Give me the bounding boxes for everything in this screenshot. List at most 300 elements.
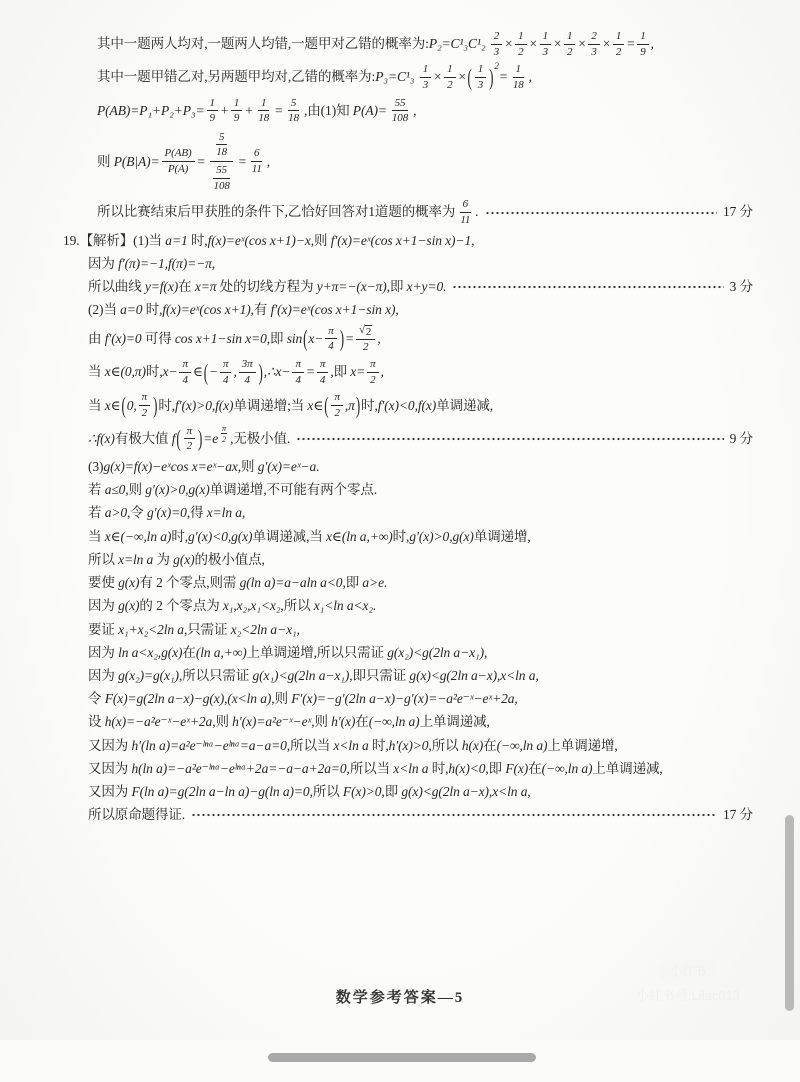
text-run: 又因为 — [88, 784, 132, 800]
math-run: × — [577, 36, 587, 52]
math-run: x<ln a — [393, 760, 429, 776]
text-run: ,即 — [381, 784, 402, 800]
math-run: g′(x)>0,g(x) — [409, 528, 474, 544]
big-paren: ) — [198, 425, 203, 452]
text-run: 时, — [368, 737, 389, 753]
fraction-denominator — [184, 439, 195, 453]
math-run: π — [295, 358, 301, 371]
text-run: ,无极小值. — [230, 430, 291, 446]
math-run: π — [223, 358, 229, 371]
fraction-numerator — [292, 358, 303, 373]
fraction — [211, 164, 233, 192]
fraction-denominator — [515, 45, 526, 59]
text-run: ,得 — [186, 505, 207, 521]
answer-line — [63, 737, 753, 755]
math-run: 2 — [334, 407, 340, 420]
math-run: 1 — [209, 96, 215, 109]
score-label: 17 分 — [723, 204, 753, 220]
math-run: = — [344, 330, 354, 346]
text-run: ,所以 — [309, 784, 343, 800]
answer-line — [63, 621, 753, 639]
fraction-denominator — [255, 111, 272, 125]
fraction-numerator — [475, 63, 486, 78]
math-run: 1 — [640, 30, 646, 42]
big-paren: ) — [489, 63, 494, 91]
math-run: g(x) — [173, 551, 195, 567]
text-run: ,则 — [212, 714, 233, 730]
answer-line — [63, 690, 753, 708]
text-run: 在 — [178, 279, 195, 295]
fraction — [325, 325, 336, 353]
math-run: P(A) — [167, 163, 189, 176]
fraction — [588, 30, 599, 58]
math-run: . — [475, 204, 479, 220]
math-run: (ln a,+∞) — [195, 644, 247, 660]
math-run: P₃=C¹₃ — [375, 69, 418, 85]
math-run: 9 — [233, 112, 240, 125]
fraction — [367, 358, 378, 386]
text-run: 则 — [97, 153, 114, 169]
leader-dots — [296, 437, 723, 441]
math-run: 2 — [591, 30, 597, 42]
text-run: 要使 — [88, 575, 119, 591]
math-run: = — [626, 36, 636, 52]
math-run: F(x)>0 — [342, 784, 382, 800]
math-run: cos x+1−sin x=0 — [174, 330, 267, 346]
text-run: 单调递增;当 — [233, 397, 308, 413]
text-run: 为 — [153, 551, 174, 567]
fraction — [184, 425, 195, 453]
fraction-denominator — [444, 78, 455, 92]
text-run: 单调递增, — [473, 528, 531, 544]
math-run: π — [222, 423, 227, 433]
math-run: 2 — [141, 407, 148, 420]
fraction-denominator — [249, 162, 265, 176]
answer-line — [63, 255, 753, 273]
fraction — [213, 131, 230, 159]
math-run: g(x)<g(2ln a−x),x<ln a, — [409, 668, 539, 684]
math-run: P₂=C¹₃C¹₂ — [428, 36, 489, 52]
text-run: ,则 — [311, 714, 332, 730]
text-run: 由 — [88, 330, 105, 346]
math-run: P(AB) — [164, 147, 192, 160]
math-run: x∈(−∞,ln a) — [104, 528, 172, 544]
math-run: 2 — [518, 45, 524, 58]
math-run: F′(x)=−g′(2ln a−x)−g′(x)=−a²e⁻ˣ−eˣ+2a, — [291, 691, 518, 707]
math-run: a=1 — [165, 232, 188, 248]
fraction — [356, 325, 375, 354]
leader-dots — [452, 285, 723, 289]
fraction — [231, 97, 242, 125]
math-run: , — [413, 102, 417, 118]
leader-dots — [191, 813, 717, 817]
fraction-denominator — [491, 45, 502, 59]
fraction-numerator — [179, 358, 190, 373]
text-run: 在 — [355, 714, 369, 730]
math-run: 0, — [126, 397, 137, 413]
scrollbar-thumb[interactable] — [785, 815, 794, 1011]
math-run: 1 — [567, 30, 573, 42]
answer-line — [63, 63, 753, 91]
math-run: × — [552, 36, 562, 52]
answer-line — [63, 278, 753, 296]
fraction-numerator — [513, 63, 524, 78]
fraction — [515, 30, 526, 58]
math-run: × — [504, 36, 514, 52]
leader-dots — [485, 211, 717, 215]
math-run: x∈ — [104, 397, 121, 413]
math-run: 2 — [186, 440, 192, 453]
fraction-numerator — [356, 325, 375, 340]
fraction-numerator — [460, 198, 471, 213]
answer-line — [63, 97, 753, 125]
fraction — [208, 130, 236, 194]
text-run: 因为 — [88, 598, 119, 614]
fraction — [220, 358, 231, 386]
math-run: 2 — [447, 78, 453, 91]
answer-line — [63, 358, 753, 386]
text-run: 单调递增,不可能有两个零点. — [209, 482, 378, 498]
fraction-denominator — [540, 45, 551, 59]
math-run: π — [328, 324, 334, 337]
math-run: × — [457, 69, 467, 85]
text-run: 由(1)知 — [307, 102, 353, 118]
math-run: π — [370, 358, 376, 371]
text-run: 时, — [361, 397, 378, 413]
answer-line — [63, 425, 753, 453]
math-run: g′(x)=eˣ−a. — [257, 459, 320, 475]
text-run: 又因为 — [88, 737, 132, 753]
math-run: h′(x) — [331, 714, 356, 730]
big-paren: ) — [355, 392, 361, 419]
answer-line — [63, 301, 753, 319]
math-run: 1 — [542, 30, 548, 42]
fraction-denominator — [241, 373, 252, 387]
fraction — [475, 63, 486, 91]
fraction-denominator — [285, 111, 302, 125]
text-run: ,即 — [386, 279, 407, 295]
math-run: x+y=0. — [406, 279, 447, 295]
math-run: 1 — [518, 30, 524, 42]
text-run: 的极小值点, — [194, 551, 265, 567]
text-run: 所以原命题得证. — [88, 807, 186, 823]
math-run: − — [209, 364, 219, 380]
text-run: ,即 — [266, 330, 287, 346]
fraction-denominator — [211, 179, 233, 193]
text-run: 有 2 个零点,则需 — [139, 575, 240, 591]
math-run: f′(x)<0,f(x) — [377, 397, 437, 413]
fraction-numerator — [162, 147, 195, 162]
fraction — [239, 358, 256, 386]
answer-line — [63, 806, 753, 824]
text-run: 当 — [88, 364, 105, 380]
fraction-denominator — [564, 45, 575, 59]
math-run: (−∞,ln a) — [541, 760, 593, 776]
math-run: π — [319, 358, 326, 371]
math-run: = — [196, 153, 206, 169]
text-run: 上单调递减, — [592, 760, 663, 776]
fraction — [179, 358, 190, 386]
fraction — [162, 147, 195, 175]
fraction — [491, 30, 502, 58]
math-run: sin — [286, 330, 303, 346]
superscript — [218, 424, 230, 444]
fraction — [255, 97, 272, 125]
fraction-denominator — [213, 145, 230, 159]
answer-line — [63, 391, 753, 419]
math-run: f(x)=eˣ(cos x+1) — [162, 302, 251, 318]
math-run: 6 — [254, 147, 260, 160]
text-run: 当 — [88, 397, 105, 413]
answer-line — [63, 130, 753, 194]
fraction-denominator — [231, 111, 242, 125]
score-label: 3 分 — [729, 279, 753, 295]
answer-line — [63, 667, 753, 685]
math-run: 11 — [251, 163, 262, 176]
math-run: x= — [350, 364, 366, 380]
fraction-numerator — [392, 97, 409, 112]
math-run: 1 — [261, 96, 267, 109]
score-label: 17 分 — [723, 807, 753, 823]
text-run: ,只需证 — [183, 621, 231, 637]
text-run: ,即 — [342, 575, 363, 591]
fraction-numerator — [288, 97, 299, 112]
fraction-denominator — [475, 78, 486, 92]
fraction-denominator — [219, 434, 229, 444]
page-footer: 数学参考答案—5 — [335, 990, 465, 1006]
math-run: x=π — [194, 279, 217, 295]
answer-line — [63, 325, 753, 354]
math-run: x<ln a — [333, 737, 369, 753]
fraction — [292, 358, 303, 386]
text-run: 处的切线方程为 — [216, 279, 317, 295]
text-run: ,即 — [485, 760, 506, 776]
fraction-denominator — [367, 373, 378, 387]
big-paren: ( — [303, 325, 308, 352]
math-run: 1 — [233, 96, 240, 109]
math-run: g(x) — [118, 598, 140, 614]
answer-line — [63, 232, 753, 250]
fraction-denominator — [331, 406, 342, 420]
math-run: f′(x)>0,f(x) — [175, 397, 234, 413]
text-run: 设 — [88, 714, 105, 730]
fraction — [139, 391, 150, 419]
math-run: g(x)<g(2ln a−x),x<ln a, — [401, 784, 531, 800]
fraction-denominator — [360, 340, 371, 354]
score-label: 9 分 — [729, 430, 753, 446]
math-run: = — [237, 153, 247, 169]
text-run: 上单调递增,所以只需证 — [246, 644, 388, 660]
sqrt-sign: √ — [358, 323, 365, 336]
math-run: ln a<x₂,g(x) — [118, 644, 183, 660]
fraction-denominator — [208, 162, 236, 193]
math-run: h′(ln a)=a²e⁻ˡⁿᵃ−eˡⁿᵃ=a−a=0 — [131, 737, 287, 753]
answer-line — [63, 528, 753, 546]
math-run: 5 — [290, 96, 297, 109]
answer-line — [63, 783, 753, 801]
fraction-numerator — [221, 424, 227, 434]
text-run: ,所以当 — [286, 737, 334, 753]
math-run: h′(x)=a²e⁻ˣ−eˣ — [232, 714, 312, 730]
big-paren: ) — [258, 358, 263, 385]
fraction-denominator — [510, 78, 527, 92]
math-run: ∈ — [192, 364, 203, 380]
fraction-numerator — [564, 30, 575, 45]
fraction-numerator — [491, 30, 502, 45]
fraction — [285, 97, 302, 125]
text-run: ,则 — [237, 459, 258, 475]
text-run: 在 — [182, 644, 196, 660]
math-run: x=ln a, — [206, 505, 246, 521]
math-run: π — [141, 391, 148, 404]
fraction-numerator — [317, 358, 328, 373]
math-run: 108 — [213, 179, 230, 192]
math-run: x∈(ln a,+∞) — [326, 528, 393, 544]
math-run: f(x)=eˣ(cos x+1)−x — [207, 232, 311, 248]
fraction-numerator — [588, 30, 599, 45]
math-run: a>0 — [104, 505, 127, 521]
math-run: 3 — [542, 45, 548, 58]
text-run: 时, — [171, 528, 188, 544]
fraction — [613, 30, 624, 58]
answer-line — [63, 458, 753, 476]
math-run: 1 — [515, 63, 521, 76]
fraction — [540, 30, 551, 58]
answer-line — [63, 30, 753, 58]
math-run: (−∞,ln a) — [496, 737, 548, 753]
text-run: 若 — [88, 505, 105, 521]
math-run: 1 — [615, 30, 622, 42]
big-paren: ( — [121, 392, 126, 419]
big-paren: ) — [339, 325, 344, 352]
math-run: , — [233, 364, 237, 380]
math-run: y+π=−(x−π) — [316, 279, 387, 295]
fraction-denominator — [613, 45, 624, 59]
fraction-numerator — [540, 30, 551, 45]
text-run: 时, — [142, 302, 163, 318]
math-run: 18 — [258, 112, 270, 125]
math-run: F(x) — [505, 760, 529, 776]
math-run: 2 — [370, 373, 376, 386]
big-paren: ( — [203, 358, 209, 385]
fraction — [420, 63, 431, 91]
text-run: 要证 — [88, 621, 119, 637]
math-run: 6 — [462, 198, 469, 211]
math-run: = — [305, 364, 315, 380]
math-run: 55 — [216, 164, 228, 177]
fraction-denominator — [420, 78, 431, 92]
math-run: 3 — [422, 78, 429, 91]
math-run: 2 — [222, 434, 227, 444]
math-run: , — [650, 36, 654, 52]
text-run: 上单调递减, — [419, 714, 490, 730]
text-run: 因为 — [88, 255, 119, 271]
fraction-numerator — [637, 30, 648, 45]
math-run: f′(x)=eˣ(cos x+1−sin x), — [270, 302, 399, 318]
text-run: 其中一题两人均对,一题两人均错,一题甲对乙错的概率为: — [97, 36, 429, 52]
math-run: 1 — [477, 63, 484, 76]
math-run: 2 — [362, 340, 369, 353]
math-run: , — [528, 69, 532, 85]
text-run: 时, — [145, 364, 163, 380]
text-run: ,所以 — [428, 737, 462, 753]
fraction — [249, 147, 265, 175]
math-run: f — [171, 430, 176, 446]
text-run: (3) — [88, 459, 104, 475]
math-run: f′(π)=−1,f(π)=−π, — [118, 255, 216, 271]
fraction-numerator — [420, 63, 431, 78]
xiaohongshu-badge: 小红书 — [658, 960, 718, 981]
text-run: (2)当 — [88, 302, 121, 318]
math-run: ,π — [344, 397, 355, 413]
math-run: x₁<ln a<x₂. — [313, 598, 377, 614]
answer-line — [63, 551, 753, 569]
math-run: x∈(0,π) — [104, 364, 146, 380]
math-run: g′(x)<0,g(x) — [188, 528, 253, 544]
fraction-numerator — [210, 130, 233, 162]
fraction-numerator — [444, 63, 455, 78]
math-run: ,∴x− — [263, 364, 291, 380]
math-run: f′(x)=eˣ(cos x+1−sin x)−1, — [330, 232, 475, 248]
fraction — [389, 97, 411, 125]
answer-line — [63, 713, 753, 731]
fraction-denominator — [207, 111, 218, 125]
math-run: , — [380, 364, 384, 380]
bottom-scroll-indicator[interactable] — [268, 1053, 536, 1062]
text-run: 在 — [528, 760, 542, 776]
math-run: × — [433, 69, 443, 85]
math-run: P(A)= — [352, 102, 387, 118]
math-run: , — [303, 102, 308, 118]
text-run: ,所以当 — [346, 760, 394, 776]
math-run: 5 — [218, 130, 225, 143]
math-run: a≤0 — [104, 482, 126, 498]
math-run: h(x)=−a²e⁻ˣ−eˣ+2a — [104, 714, 213, 730]
answer-line — [63, 760, 753, 778]
text-run: 有极大值 — [114, 430, 172, 446]
fraction-denominator — [389, 111, 411, 125]
math-run: g(x₁)<g(2ln a−x₁) — [252, 668, 350, 684]
math-run: g(x₂)<g(2ln a−x₁), — [387, 644, 488, 660]
math-run: 11 — [460, 214, 471, 227]
math-run: x₁+x₂<2ln a — [118, 621, 184, 637]
math-run: F(x)=g(2ln a−x)−g(x),(x<ln a) — [104, 691, 272, 707]
big-paren: ( — [467, 63, 472, 91]
math-run: a>e. — [362, 575, 388, 591]
fraction-numerator — [258, 97, 269, 112]
math-run: , — [266, 153, 271, 169]
sqrt-value: 2 — [365, 325, 372, 338]
fraction-denominator — [139, 406, 150, 420]
math-run: + — [244, 102, 254, 118]
text-run: 当 — [88, 528, 105, 544]
answer-line — [63, 597, 753, 615]
fraction-numerator — [216, 131, 227, 146]
text-run: 因为 — [88, 644, 119, 660]
math-run: x− — [308, 330, 324, 346]
answer-line — [63, 574, 753, 592]
math-run: x∈ — [307, 397, 324, 413]
answer-line — [63, 504, 753, 522]
fraction-denominator — [325, 339, 336, 353]
math-run: g(x)=f(x)−eˣcos x=eˣ−ax — [103, 459, 238, 475]
math-run: 4 — [244, 373, 250, 386]
answer-sheet-content — [63, 30, 753, 830]
fraction-denominator — [637, 45, 648, 59]
fraction-numerator — [207, 97, 218, 112]
math-run: h′(x)>0 — [388, 737, 429, 753]
math-run: x− — [162, 364, 178, 380]
